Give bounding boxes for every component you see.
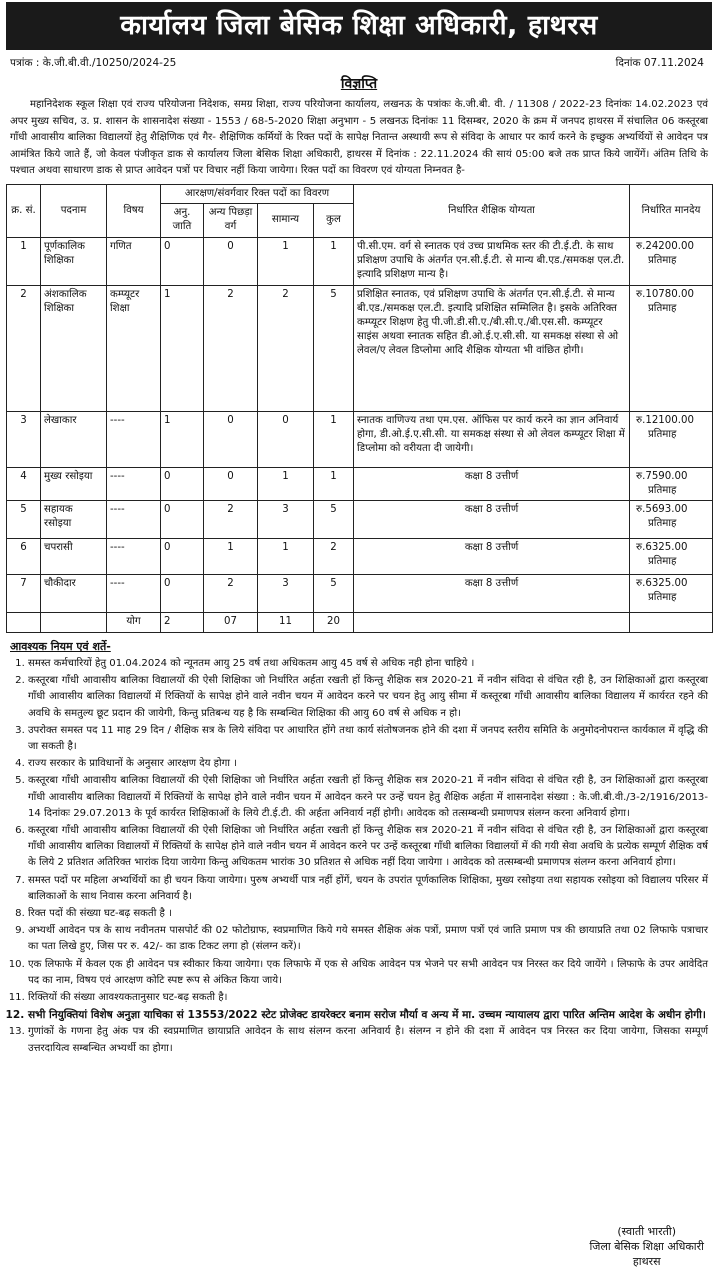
table-row bbox=[7, 574, 713, 612]
cell-sc: 0 bbox=[161, 467, 204, 500]
cell-sno: 7 bbox=[7, 574, 41, 612]
header-post: पदनाम bbox=[41, 184, 107, 237]
salary-amount: रु.10780.00 bbox=[636, 288, 694, 300]
salary-unit: प्रतिमाह bbox=[648, 556, 677, 568]
salary-unit: प्रतिमाह bbox=[648, 484, 677, 496]
cell-qualification: कक्षा 8 उत्तीर्ण bbox=[354, 574, 630, 612]
vacancy-table bbox=[6, 184, 713, 633]
cell-sc: 0 bbox=[161, 574, 204, 612]
salary-amount: रु.12100.00 bbox=[636, 414, 694, 426]
rule-item: 8. रिक्त पदों की संख्या घट-बढ़ सकती है । bbox=[28, 906, 708, 922]
cell-sc: 1 bbox=[161, 285, 204, 411]
cell-gen: 3 bbox=[258, 574, 314, 612]
cell-post: लेखाकार bbox=[41, 411, 107, 467]
cell-post: पूर्णकालिक शिक्षिका bbox=[41, 237, 107, 285]
cell-subject: ---- bbox=[107, 500, 161, 538]
cell-sc: 1 bbox=[161, 411, 204, 467]
salary-amount: रु.24200.00 bbox=[636, 240, 694, 252]
cell-salary bbox=[630, 411, 713, 467]
rule-item: 5. कस्तूरबा गाँधी आवासीय बालिका विद्यालयों की ऐसी शिक्षिका जो निर्धारित अर्हता रखती हों किन्तु शैक्षिक सत्र 2020-21 में नवीन संविदा से वंचित रही है, उन शिक्षिकाओं द्वारा कस्तूरबा गाँधी आवासीय बालिका विद्यालयों में रिक्तियों के सापेक्ष होने वाले नवीन चयन में आवेदन करने पर उन्हें चयन हेतु शैक्षिक अर्हता में शासनादेश संख्या : के.जी.बी.वी./3-2/1916/2013-14 दिनांकः 29.07.2013 के पूर्व कार्यरत शिक्षिकाओं के लिये टी.ई.टी. की अर्हता अनिवार्य नहीं होगी। आवेदक को तत्सम्बन्धी प्रमाणपत्र संलग्न करना अनिवार्य होगा। bbox=[28, 773, 708, 822]
cell-sno: 1 bbox=[7, 237, 41, 285]
table-row bbox=[7, 538, 713, 574]
signatory-name: (स्वाती भारती) bbox=[617, 1225, 677, 1238]
rule-item: 7. समस्त पदों पर महिला अभ्यर्थियों का ही चयन किया जायेगा। पुरुष अभ्यर्थी पात्र नहीं होंगें, चयन के उपरांत पूर्णकालिक शिक्षिका, मुख्य रसोइया तथा सहायक रसोइया को विद्यालय परिसर में बालिकाओं के साथ निवास करना अनिवार्य है। bbox=[28, 873, 708, 905]
cell-qualification: कक्षा 8 उत्तीर्ण bbox=[354, 500, 630, 538]
total-total: 20 bbox=[314, 612, 354, 632]
cell-total: 5 bbox=[314, 574, 354, 612]
total-sc: 2 bbox=[161, 612, 204, 632]
salary-unit: प्रतिमाह bbox=[648, 428, 677, 440]
cell-gen: 3 bbox=[258, 500, 314, 538]
cell-salary bbox=[630, 467, 713, 500]
cell-qualification: स्नातक वाणिज्य तथा एम.एस. ऑफिस पर कार्य करने का ज्ञान अनिवार्य होगा, डी.ओ.ई.ए.सी.सी. या समकक्ष संस्था से ओ लेवल कम्प्यूटर शिक्षा में डिप्लोमा को वरीयता दी जायेगी। bbox=[354, 411, 630, 467]
notice-page bbox=[6, 2, 712, 1058]
total-gen: 11 bbox=[258, 612, 314, 632]
salary-amount: रु.5693.00 bbox=[636, 503, 688, 515]
letter-number: पत्रांक : के.जी.बी.वी./10250/2024-25 bbox=[10, 57, 177, 69]
cell-qualification: प्रशिक्षित स्नातक, एवं प्रशिक्षण उपाधि के अंतर्गत एन.सी.ई.टी. से मान्य बी.एड./समकक्ष एल.टी. इत्यादि प्रशिक्षित सम्मिलित है। इसके अतिरिक्त कम्प्यूटर शिक्षण हेतु पी.जी.डी.सी.ए./बी.सी.ए./बी.एस.सी. कम्प्यूटर साइंस अथवा स्नातक सहित डी.ओ.ई.ए.सी.सी. या समकक्ष संस्था से ओ लेवल/ए लेवल डिप्लोमा आदि शैक्षिक योग्यता भी वांछित होगी। bbox=[354, 285, 630, 411]
table-row bbox=[7, 285, 713, 411]
cell-sno: 5 bbox=[7, 500, 41, 538]
total-obc: 07 bbox=[204, 612, 258, 632]
table-row bbox=[7, 237, 713, 285]
header-salary: निर्धारित मानदेय bbox=[630, 184, 713, 237]
letter-date: दिनांक 07.11.2024 bbox=[615, 57, 704, 69]
office-header: कार्यालय जिला बेसिक शिक्षा अधिकारी, हाथरस bbox=[6, 2, 712, 50]
header-total: कुल bbox=[314, 204, 354, 237]
cell-salary bbox=[630, 500, 713, 538]
cell-gen: 2 bbox=[258, 285, 314, 411]
total-empty-cell bbox=[41, 612, 107, 632]
cell-gen: 1 bbox=[258, 467, 314, 500]
header-sno: क्र. सं. bbox=[7, 184, 41, 237]
cell-sc: 0 bbox=[161, 237, 204, 285]
cell-sc: 0 bbox=[161, 500, 204, 538]
cell-subject: ---- bbox=[107, 411, 161, 467]
table-total-row bbox=[7, 612, 713, 632]
cell-subject: गणित bbox=[107, 237, 161, 285]
rule-item: 4. राज्य सरकार के प्राविधानों के अनुसार आरक्षण देय होगा । bbox=[28, 756, 708, 772]
cell-post: अंशकालिक शिक्षिका bbox=[41, 285, 107, 411]
salary-amount: रु.6325.00 bbox=[636, 577, 688, 589]
cell-post: सहायक रसोइया bbox=[41, 500, 107, 538]
cell-subject: कम्प्यूटर शिक्षा bbox=[107, 285, 161, 411]
rule-item: 3. उपरोक्त समस्त पद 11 माह 29 दिन / शैक्षिक सत्र के लिये संविदा पर आधारित होंगे तथा कार्य संतोषजनक होने की दशा में जनपद स्तरीय समिति के अनुमोदनोपरान्त कार्यकाल में वृद्धि की जा सकती है। bbox=[28, 723, 708, 755]
cell-obc: 1 bbox=[204, 538, 258, 574]
cell-subject: ---- bbox=[107, 538, 161, 574]
signatory-place: हाथरस bbox=[632, 1255, 661, 1268]
cell-total: 5 bbox=[314, 500, 354, 538]
table-row bbox=[7, 467, 713, 500]
header-vacancy-group: आरक्षण/संवर्गवार रिक्त पदों का विवरण bbox=[161, 184, 354, 203]
rule-item: 2. कस्तूरबा गाँधी आवासीय बालिका विद्यालयों की ऐसी शिक्षिका जो निर्धारित अर्हता रखती हों किन्तु शैक्षिक सत्र 2020-21 में नवीन संविदा से वंचित रही है, उन शिक्षिकाओं द्वारा कस्तूरबा गाँधी आवासीय बालिका विद्यालयों में रिक्तियों के सापेक्ष होने वाले नवीन चयन में आवेदन करने पर चयन हेतु आयु सीमा में कस्तूरबा गाँधी आवासीय बालिका विद्यालय में कार्यरत रहने की अवधि के समतुल्य छूट प्रदान की जायेगी, किन्तु प्रतिबन्ध यह है कि सम्बन्धित शिक्षिका की आयु 60 वर्ष से अधिक न हो। bbox=[28, 673, 708, 722]
cell-total: 1 bbox=[314, 237, 354, 285]
cell-salary bbox=[630, 237, 713, 285]
cell-gen: 1 bbox=[258, 237, 314, 285]
rule-item: 11. रिक्तियों की संख्या आवश्यकतानुसार घट-बढ़ सकती है। bbox=[28, 990, 708, 1006]
cell-subject: ---- bbox=[107, 574, 161, 612]
header-subject: विषय bbox=[107, 184, 161, 237]
rule-item: 6. कस्तूरबा गाँधी आवासीय बालिका विद्यालयों की ऐसी शिक्षिका जो निर्धारित अर्हता रखती हों किन्तु शैक्षिक सत्र 2020-21 में नवीन संविदा से वंचित रही है, उन शिक्षिकाओं द्वारा कस्तूरबा गाँधी आवासीय बालिका विद्यालयों में रिक्तियों के सापेक्ष होने वाले नवीन चयन में आवेदन करने पर उन्हें कस्तूरबा गाँधी बालिका विद्यालयों में की गयी सेवा अवधि के प्रत्येक सम्पूर्ण शैक्षिक वर्ष के लिये 2 प्रतिशत अतिरिक्त भारांक दिया जायेगा किन्तु अधिकतम भारांक 30 प्रतिशत से अधिक नहीं दिया जायेगा । आवेदक को तत्सम्बन्धी प्रमाणपत्र संलग्न करना अनिवार्य होगा। bbox=[28, 823, 708, 872]
cell-salary bbox=[630, 574, 713, 612]
signatory-designation: जिला बेसिक शिक्षा अधिकारी bbox=[589, 1240, 704, 1253]
table-row bbox=[7, 411, 713, 467]
cell-total: 2 bbox=[314, 538, 354, 574]
total-empty-cell bbox=[630, 612, 713, 632]
cell-post: मुख्य रसोइया bbox=[41, 467, 107, 500]
cell-obc: 2 bbox=[204, 285, 258, 411]
intro-paragraph: महानिदेशक स्कूल शिक्षा एवं राज्य परियोजना निदेशक, समग्र शिक्षा, राज्य परियोजना कार्यालय, लखनऊ के पत्रांकः के.जी.बी. वी. / 11308 / 2022-23 दिनांकः 14.02.2023 एवं अपर मुख्य सचिव, उ. प्र. शासन के शासनादेश संख्या - 1553 / 68-5-2020 शिक्षा अनुभाग - 5 लखनऊ दिनांकः 11 दिसम्बर, 2020 के क्रम में जनपद हाथरस में संचालित 06 कस्तूरबा गाँधी आवासीय बालिका विद्यालयों हेतु शैक्षिणिक एवं गैर- शैक्षिणिक कर्मियों के रिक्त पदों के सापेक्ष नितान्त अस्थायी रूप से संविदा के आधार पर कार्य करने के इच्छुक अभ्यर्थियों से आवेदन पत्र आमंत्रित किये जाते हैं, जो केवल पंजीकृत डाक से कार्यालय जिला बेसिक शिक्षा अधिकारी, हाथरस में दिनांक : 22.11.2024 की सायं 05:00 बजे तक प्राप्त किये जायेंगें। अंतिम तिथि के पश्चात अथवा साधारण डाक से प्राप्त आवेदन पत्रों पर विचार नहीं किया जायेगा। रिक्त पदों का विवरण एवं योग्यता निम्नवत है- bbox=[10, 99, 708, 177]
cell-subject: ---- bbox=[107, 467, 161, 500]
salary-unit: प्रतिमाह bbox=[648, 302, 677, 314]
cell-obc: 2 bbox=[204, 500, 258, 538]
rules-title: आवश्यक नियम एवं शर्ते- bbox=[10, 639, 111, 653]
salary-unit: प्रतिमाह bbox=[648, 254, 677, 266]
total-empty-cell bbox=[354, 612, 630, 632]
header-qualification: निर्धारित शैक्षिक योग्यता bbox=[354, 184, 630, 237]
cell-sc: 0 bbox=[161, 538, 204, 574]
header-sc: अनु. जाति bbox=[161, 204, 204, 237]
header-obc: अन्य पिछड़ा वर्ग bbox=[204, 204, 258, 237]
cell-obc: 0 bbox=[204, 237, 258, 285]
cell-obc: 0 bbox=[204, 467, 258, 500]
cell-qualification: कक्षा 8 उत्तीर्ण bbox=[354, 538, 630, 574]
cell-sno: 2 bbox=[7, 285, 41, 411]
header-gen: सामान्य bbox=[258, 204, 314, 237]
cell-total: 1 bbox=[314, 411, 354, 467]
cell-post: चौकीदार bbox=[41, 574, 107, 612]
rule-item: 13. गुणांकों के गणना हेतु अंक पत्र की स्वप्रमाणित छायाप्रति आवेदन के साथ संलग्न करना अनिवार्य है। संलग्न न होने की दशा में आवेदन पत्र निरस्त कर दिया जायेगा, जिसका सम्पूर्ण उत्तरदायित्व सम्बन्धित अभ्यर्थी का होगा। bbox=[28, 1024, 708, 1056]
cell-qualification: कक्षा 8 उत्तीर्ण bbox=[354, 467, 630, 500]
cell-qualification: पी.सी.एम. वर्ग से स्नातक एवं उच्च प्राथमिक स्तर की टी.ई.टी. के साथ प्रशिक्षण उपाधि के अंतर्गत एन.सी.ई.टी. से मान्य बी.एड./समकक्ष एल.टी. इत्यादि प्रशिक्षण मान्य है। bbox=[354, 237, 630, 285]
cell-sno: 3 bbox=[7, 411, 41, 467]
cell-sno: 6 bbox=[7, 538, 41, 574]
rule-item: 10. एक लिफाफे में केवल एक ही आवेदन पत्र स्वीकार किया जायेगा। एक लिफाफे में एक से अधिक आवेदन पत्र भेजने पर सभी आवेदन पत्र निरस्त कर दिये जायेंगे । लिफाफे के उपर आवेदित पद का नाम, विषय एवं आरक्षण कोटि स्पष्ट रूप से अंकित किया जाये। bbox=[28, 957, 708, 989]
reference-line bbox=[6, 56, 712, 72]
cell-gen: 0 bbox=[258, 411, 314, 467]
table-row bbox=[7, 500, 713, 538]
salary-unit: प्रतिमाह bbox=[648, 518, 677, 530]
rules-list bbox=[6, 656, 712, 1057]
salary-unit: प्रतिमाह bbox=[648, 592, 677, 604]
cell-obc: 0 bbox=[204, 411, 258, 467]
cell-post: चपरासी bbox=[41, 538, 107, 574]
notice-title: विज्ञप्ति bbox=[340, 76, 378, 92]
total-empty-cell bbox=[7, 612, 41, 632]
total-label: योग bbox=[107, 612, 161, 632]
rule-item: 9. अभ्यर्थी आवेदन पत्र के साथ नवीनतम पासपोर्ट की 02 फोटोग्राफ, स्वप्रमाणित किये गये समस्त शैक्षिक अंक पत्रों, प्रमाण पत्रों एवं जाति प्रमाण पत्र की छायाप्रति तथा 02 लिफाफे पत्राचार का पता लिखे हुए, जिस पर रु. 42/- का डाक टिकट लगा हो (संलग्न करें)। bbox=[28, 923, 708, 955]
rule-item: 1. समस्त कर्मचारियों हेतु 01.04.2024 को न्यूनतम आयु 25 वर्ष तथा अधिकतम आयु 45 वर्ष से अधिक नही होना चाहिये । bbox=[28, 656, 708, 672]
signature-block bbox=[589, 1224, 704, 1269]
rule-item: 12. सभी नियुक्तियां विशेष अनुज्ञा याचिका सं 13553/2022 स्टेट प्रोजेक्ट डायरेक्टर बनाम सरोज मौर्या व अन्य में मा. उच्चम न्यायालय द्वारा पारित अन्तिम आदेश के अधीन होगी। bbox=[28, 1007, 708, 1023]
cell-sno: 4 bbox=[7, 467, 41, 500]
cell-gen: 1 bbox=[258, 538, 314, 574]
cell-total: 1 bbox=[314, 467, 354, 500]
salary-amount: रु.6325.00 bbox=[636, 541, 688, 553]
cell-obc: 2 bbox=[204, 574, 258, 612]
cell-total: 5 bbox=[314, 285, 354, 411]
cell-salary bbox=[630, 285, 713, 411]
cell-salary bbox=[630, 538, 713, 574]
salary-amount: रु.7590.00 bbox=[636, 470, 688, 482]
